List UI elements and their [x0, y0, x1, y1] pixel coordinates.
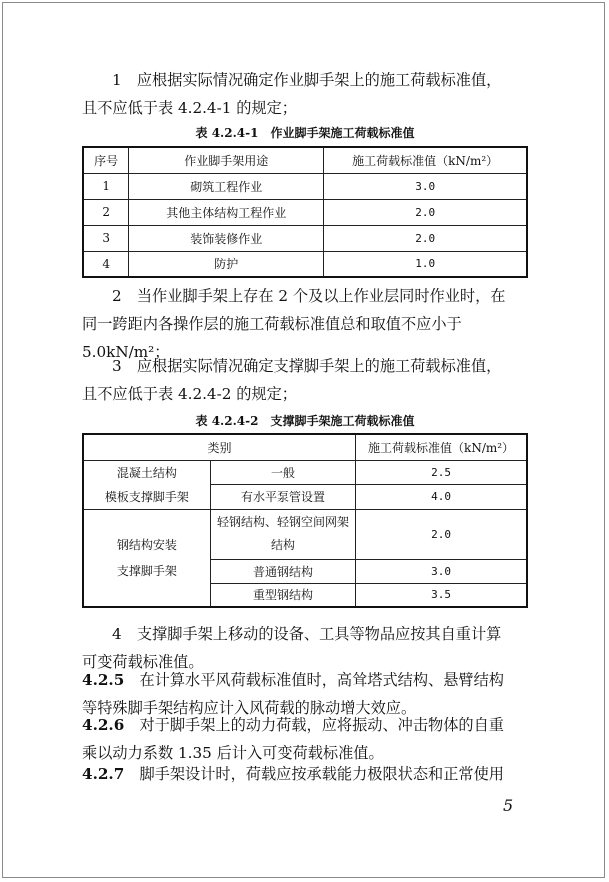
cell-usage: 其他主体结构工程作业: [129, 199, 324, 225]
cell-load: 2.0: [356, 509, 527, 559]
section-4-2-6-text-1: 对于脚手架上的动力荷载，应将振动、冲击物体的自重: [139, 716, 504, 734]
table-row: [83, 460, 527, 485]
cell-serial: 4: [83, 251, 129, 277]
cell-load: 2.0: [324, 225, 527, 251]
cell-usage: 装饰装修作业: [129, 225, 324, 251]
clause-1-text-1: 应根据实际情况确定作业脚手架上的施工荷载标准值，: [136, 71, 502, 89]
header-serial: 序号: [83, 147, 129, 173]
cell-load: 3.5: [356, 583, 527, 607]
section-4-2-7-text-1: 脚手架设计时，荷载应按承载能力极限状态和正常使用: [139, 765, 504, 783]
clause-3-text-2: 且不应低于表 4.2.4-2 的规定；: [82, 385, 297, 403]
section-4-2-7: [82, 760, 528, 788]
section-4-2-6-text-2: 乘以动力系数 1.35 后计入可变荷载标准值。: [82, 744, 384, 762]
table-row: [83, 251, 527, 277]
table-row: [83, 173, 527, 199]
header-category: 类别: [83, 434, 356, 460]
clause-2-text-3: 5.0kN/m²；: [82, 343, 170, 361]
page-number: 5: [503, 796, 514, 815]
table-row: [83, 509, 527, 559]
cell-load: 3.0: [324, 173, 527, 199]
cell-usage: 砌筑工程作业: [129, 173, 324, 199]
table-row: [83, 199, 527, 225]
cell-serial: 1: [83, 173, 129, 199]
section-4-2-5-text-2: 等特殊脚手架结构应计入风荷载的脉动增大效应。: [82, 699, 417, 717]
group-concrete-formwork: 混凝土结构 模板支撑脚手架: [83, 460, 210, 509]
section-4-2-5-text-1: 在计算水平风荷载标准值时，高耸塔式结构、悬臂结构: [139, 671, 504, 689]
header-load: 施工荷载标准值（kN/m²）: [356, 434, 527, 460]
clause-3-number: 3: [112, 357, 122, 375]
cell-serial: 3: [83, 225, 129, 251]
clause-1-text-2: 且不应低于表 4.2.4-1 的规定；: [82, 99, 297, 117]
clause-4-text-1: 支撑脚手架上移动的设备、工具等物品应按其自重计算: [136, 625, 502, 643]
cell-subcategory: 一般: [210, 460, 355, 485]
clause-3-text-1: 应根据实际情况确定支撑脚手架上的施工荷载标准值，: [136, 357, 502, 375]
table-4-2-4-1-caption: 表 4.2.4-1 作业脚手架施工荷载标准值: [195, 126, 415, 140]
section-4-2-6-number: 4.2.6: [82, 716, 125, 734]
cell-subcategory: 普通钢结构: [210, 559, 355, 583]
cell-load: 2.0: [324, 199, 527, 225]
cell-load: 3.0: [356, 559, 527, 583]
table-4-2-4-1: [82, 146, 528, 278]
cell-subcategory: 轻钢结构、轻钢空间网架 结构: [210, 509, 355, 559]
header-load: 施工荷载标准值（kN/m²）: [324, 147, 527, 173]
cell-subcategory: 重型钢结构: [210, 583, 355, 607]
cell-usage: 防护: [129, 251, 324, 277]
clause-2-number: 2: [112, 287, 122, 305]
cell-serial: 2: [83, 199, 129, 225]
group-steel-structure: 钢结构安装 支撑脚手架: [83, 509, 210, 607]
table-4-2-4-2-caption: 表 4.2.4-2 支撑脚手架施工荷载标准值: [195, 414, 415, 428]
clause-4-number: 4: [112, 625, 122, 643]
clause-2-text-1: 当作业脚手架上存在 2 个及以上作业层同时作业时，在: [136, 287, 506, 305]
clause-2-text-2: 同一跨距内各操作层的施工荷载标准值总和取值不应小于: [82, 315, 462, 333]
table-header-row: [83, 434, 527, 460]
clause-3: [82, 352, 528, 408]
clause-1: [82, 66, 528, 122]
cell-load: 2.5: [356, 460, 527, 485]
table-header-row: [83, 147, 527, 173]
clause-4-text-2: 可变荷载标准值。: [82, 653, 204, 671]
cell-subcategory: 有水平泵管设置: [210, 485, 355, 510]
section-4-2-6: [82, 711, 528, 767]
header-usage: 作业脚手架用途: [129, 147, 324, 173]
clause-1-number: 1: [112, 71, 122, 89]
section-4-2-7-number: 4.2.7: [82, 765, 125, 783]
cell-load: 4.0: [356, 485, 527, 510]
table-4-2-4-2: [82, 433, 528, 608]
table-row: [83, 225, 527, 251]
section-4-2-5-number: 4.2.5: [82, 671, 125, 689]
cell-load: 1.0: [324, 251, 527, 277]
